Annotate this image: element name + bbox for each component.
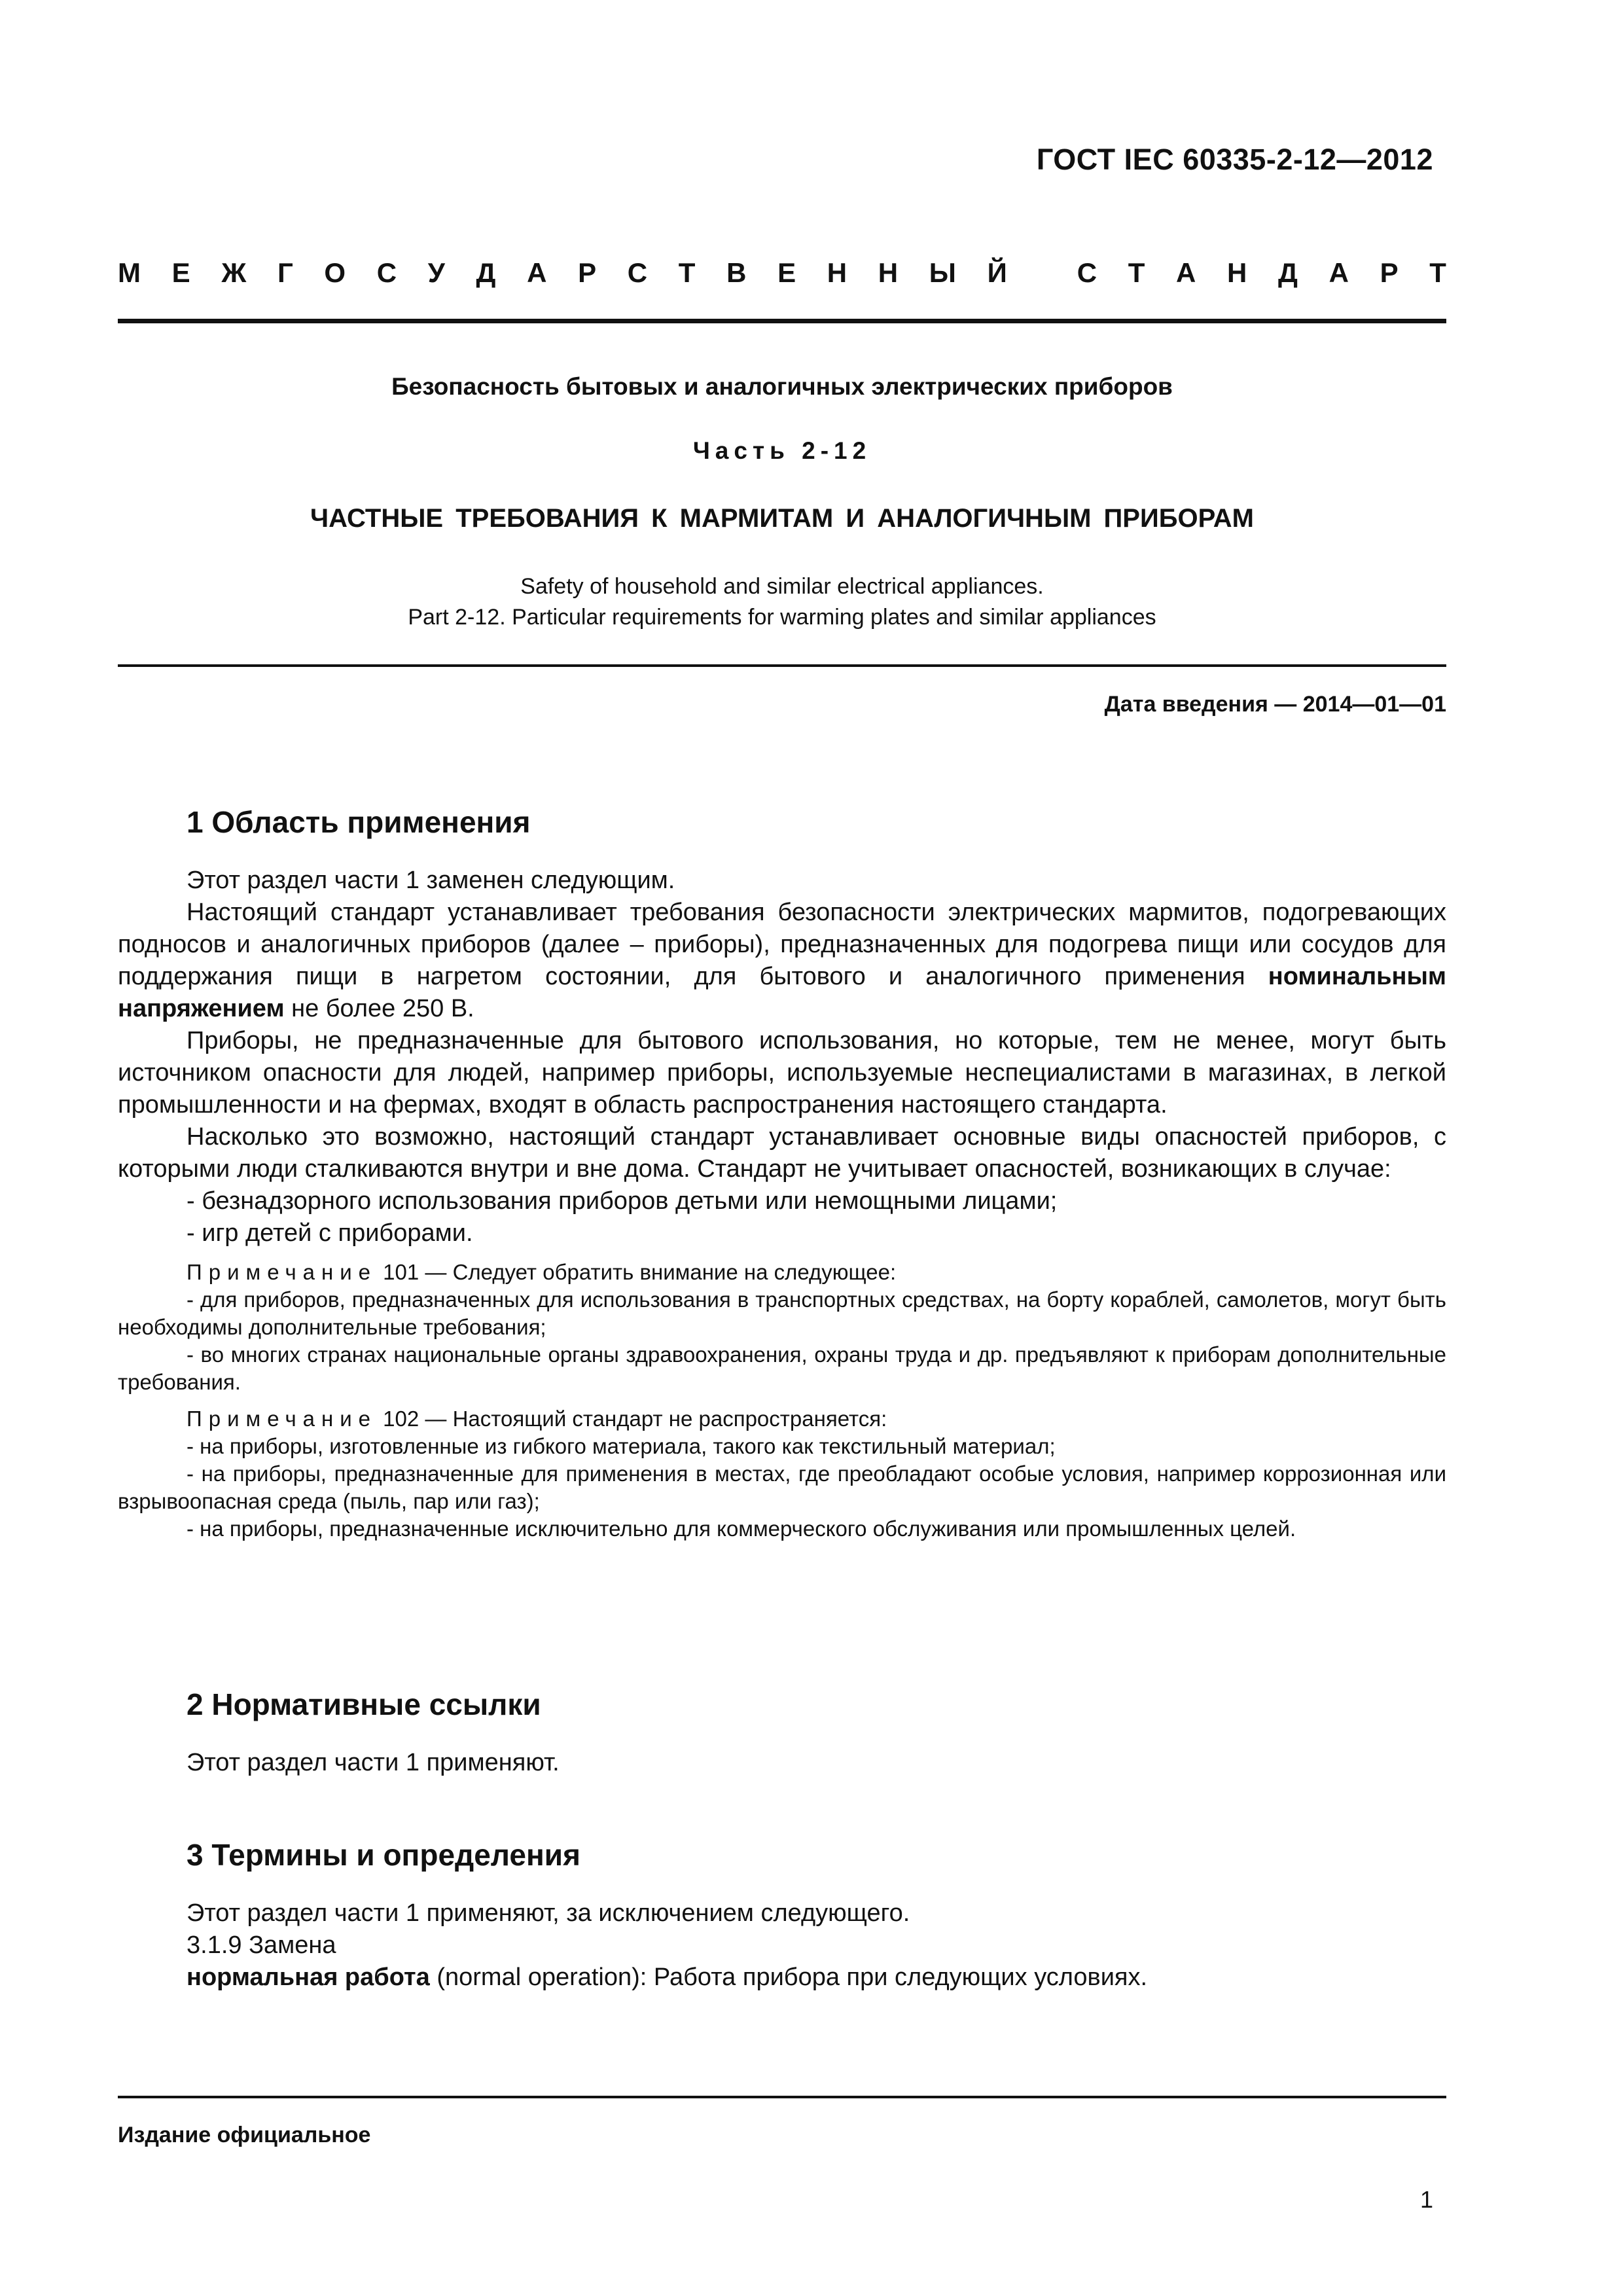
section-1 bbox=[118, 806, 1446, 1543]
note-102-item-3: - на приборы, предназначенные исключительно для коммерческого обслуживания или промышленных целей. bbox=[187, 1516, 1296, 1541]
interstate-letter: Ж bbox=[221, 257, 247, 288]
paragraph-text: Настоящий стандарт устанавливает требования безопасности электрических мармитов, подогревающих подносов и аналогичных приборов (далее – приборы), предназначенных для подогрева пищи или сосудов для поддержания пищи в нагретом состоянии, для бытового и аналогичного применения bbox=[118, 899, 1446, 990]
footer-rule bbox=[118, 2096, 1446, 2098]
interstate-letter: Р bbox=[1380, 257, 1399, 288]
note-label: Примечание bbox=[187, 1407, 378, 1431]
term-bold: нормальная работа bbox=[187, 1964, 430, 1991]
interstate-letter: С bbox=[376, 257, 397, 288]
interstate-letter: У bbox=[427, 257, 445, 288]
title-english-line-1: Safety of household and similar electrical appliances. bbox=[520, 574, 1044, 599]
header-rule bbox=[118, 319, 1446, 323]
term-bold: номинальным напряжением bbox=[118, 963, 1446, 1022]
interstate-letter: А bbox=[1176, 257, 1196, 288]
section-3-paragraph-1: Этот раздел части 1 применяют, за исключением следующего. bbox=[187, 1899, 910, 1927]
interstate-letter: Й bbox=[987, 257, 1007, 288]
interstate-letter: Н bbox=[827, 257, 847, 288]
title-particular-requirements: ЧАСТНЫЕ ТРЕБОВАНИЯ К МАРМИТАМ И АНАЛОГИЧНЫМ ПРИБОРАМ bbox=[310, 504, 1254, 533]
interstate-letter: Д bbox=[476, 257, 496, 288]
section-3 bbox=[118, 1839, 1446, 1994]
paragraph-text: не более 250 В. bbox=[284, 995, 474, 1022]
note-text: 101 — Следует обратить внимание на следующее: bbox=[377, 1260, 897, 1284]
section-3-heading: 3 Термины и определения bbox=[187, 1838, 580, 1872]
interstate-letter: Ы bbox=[929, 257, 956, 288]
interstate-letter: Е bbox=[171, 257, 190, 288]
interstate-letter: С bbox=[1077, 257, 1097, 288]
note-102-item-1: - на приборы, изготовленные из гибкого материала, такого как текстильный материал; bbox=[187, 1434, 1056, 1458]
interstate-letter: Е bbox=[777, 257, 796, 288]
title-english-line-2: Part 2-12. Particular requirements for warming plates and similar appliances bbox=[408, 605, 1156, 630]
note-101-item-1: - для приборов, предназначенных для использования в транспортных средствах, на борту кораблей, самолетов, могут быть необходимы дополнительные требования; bbox=[118, 1287, 1446, 1339]
section-2-paragraph-1: Этот раздел части 1 применяют. bbox=[187, 1749, 560, 1776]
interstate-letter bbox=[1038, 257, 1046, 289]
page-number: 1 bbox=[1419, 2186, 1433, 2213]
official-edition-label: Издание официальное bbox=[118, 2123, 371, 2147]
interstate-letter: Т bbox=[678, 257, 696, 288]
interstate-letter: Т bbox=[1429, 257, 1446, 288]
section-1-dash-item-1: - безнадзорного использования приборов детьми или немощными лицами; bbox=[187, 1187, 1058, 1215]
interstate-letter: А bbox=[527, 257, 547, 288]
interstate-letter: Н bbox=[878, 257, 899, 288]
section-3-clause-number: 3.1.9 Замена bbox=[187, 1931, 336, 1959]
interstate-letter: Т bbox=[1128, 257, 1145, 288]
document-number: ГОСТ IEC 60335-2-12—2012 bbox=[1036, 143, 1433, 176]
title-russian: Безопасность бытовых и аналогичных электрических приборов bbox=[391, 373, 1173, 400]
interstate-letter: Г bbox=[277, 257, 293, 288]
title-rule bbox=[118, 664, 1446, 667]
interstate-letter: А bbox=[1329, 257, 1349, 288]
interstate-letter: Р bbox=[578, 257, 597, 288]
note-text: 102 — Настоящий стандарт не распространяется: bbox=[377, 1407, 887, 1431]
interstate-letter: О bbox=[324, 257, 346, 288]
interstate-letter: Н bbox=[1227, 257, 1247, 288]
section-1-paragraph-1: Этот раздел части 1 заменен следующим. bbox=[187, 867, 675, 894]
interstate-letter: С bbox=[627, 257, 648, 288]
note-102-item-2: - на приборы, предназначенные для применения в местах, где преобладают особые условия, например коррозионная или взрывоопасная среда (пыль, пар или газ); bbox=[118, 1462, 1446, 1513]
interstate-letter: М bbox=[118, 257, 141, 288]
section-3-definition bbox=[118, 1962, 1446, 1994]
title-english bbox=[118, 571, 1446, 633]
note-label: Примечание bbox=[187, 1260, 378, 1284]
note-102-heading bbox=[118, 1405, 1446, 1433]
interstate-letter: В bbox=[726, 257, 747, 288]
introduction-date: Дата введения — 2014—01—01 bbox=[1104, 692, 1446, 717]
interstate-standard-heading bbox=[118, 257, 1446, 289]
part-number: Часть 2-12 bbox=[692, 437, 872, 464]
section-1-heading: 1 Область применения bbox=[187, 805, 531, 839]
section-1-paragraph-3: Приборы, не предназначенные для бытового использования, но которые, тем не менее, могут быть источником опасности для людей, например приборы, используемые неспециалистами в магазинах, в легкой промышленности и на фермах, входят в область распространения настоящего стандарта. bbox=[118, 1027, 1446, 1119]
section-1-paragraph-4: Насколько это возможно, настоящий стандарт устанавливает основные виды опасностей приборов, с которыми люди сталкиваются внутри и вне дома. Стандарт не учитывает опасностей, возникающих в случае: bbox=[118, 1123, 1446, 1183]
note-101-item-2: - во многих странах национальные органы здравоохранения, охраны труда и др. предъявляют к приборам дополнительные требования. bbox=[118, 1342, 1446, 1394]
section-2 bbox=[118, 1689, 1446, 1779]
section-1-dash-item-2: - игр детей с приборами. bbox=[187, 1219, 473, 1247]
interstate-letter: Д bbox=[1278, 257, 1298, 288]
section-2-heading: 2 Нормативные ссылки bbox=[187, 1687, 541, 1721]
definition-text: (normal operation): Работа прибора при следующих условиях. bbox=[429, 1964, 1148, 1991]
note-101-heading bbox=[118, 1259, 1446, 1286]
section-1-paragraph-2 bbox=[118, 897, 1446, 1025]
